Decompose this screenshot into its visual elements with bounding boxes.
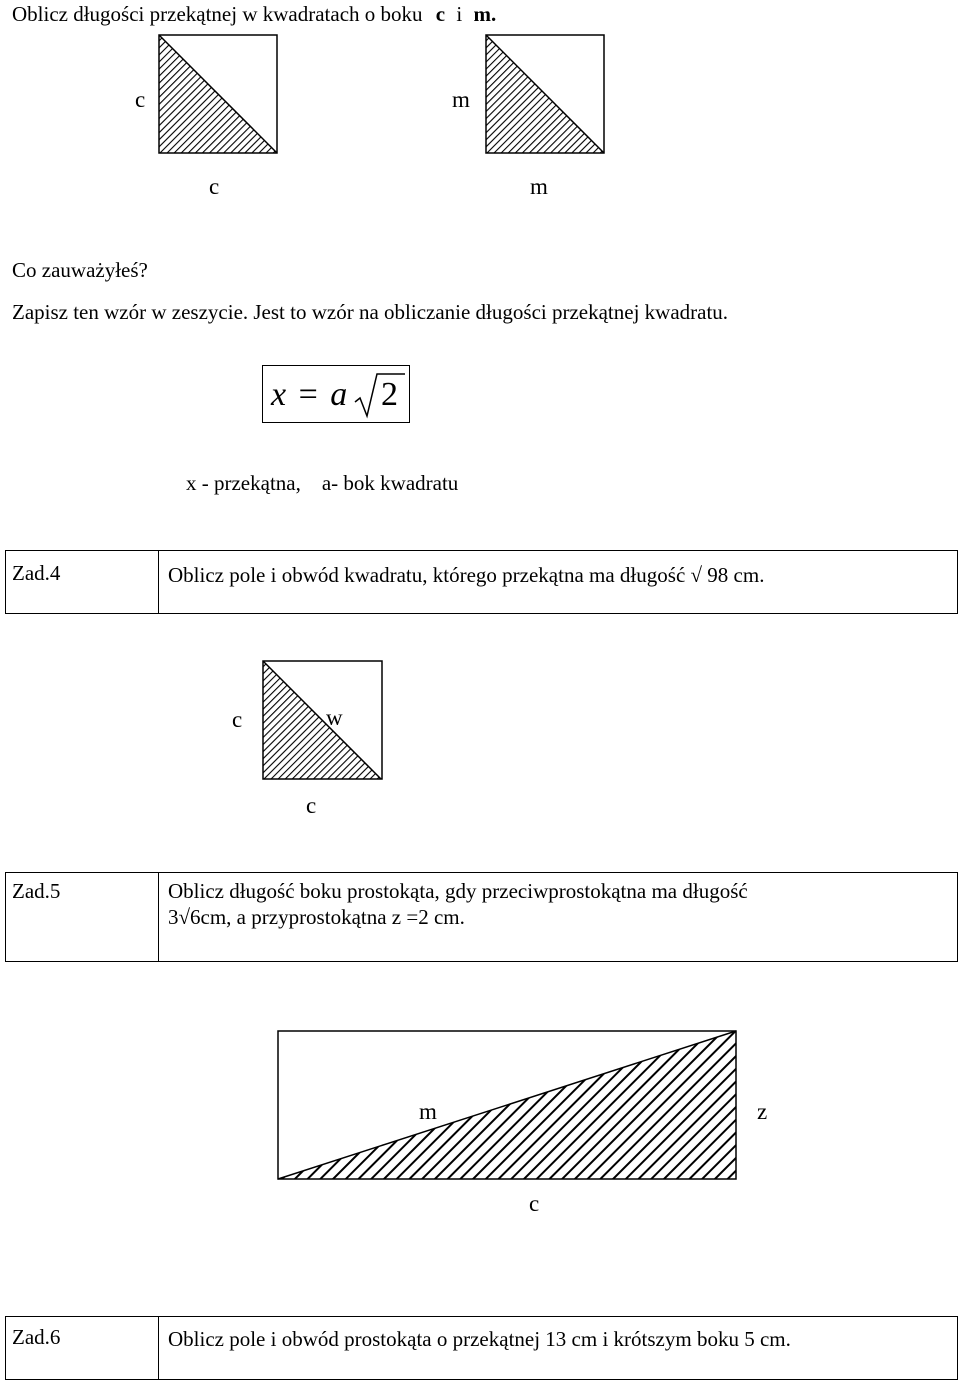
task-6-number-cell bbox=[6, 1317, 159, 1379]
square-m-side-label: m bbox=[452, 87, 470, 112]
task-5-number: Zad.5 bbox=[12, 879, 61, 903]
task-4-text: Oblicz pole i obwód kwadratu, którego przekątna ma długość √ 98 cm. bbox=[168, 563, 765, 587]
intro-and: i bbox=[456, 2, 463, 26]
task-5-text-line2: 3√6cm, a przyprostokątna z =2 cm. bbox=[168, 905, 465, 929]
square-w-diagonal-label: w bbox=[326, 705, 343, 730]
square-m-bottom-label: m bbox=[530, 174, 548, 199]
formula-radicand: 2 bbox=[381, 376, 398, 413]
task-6-number: Zad.6 bbox=[12, 1325, 61, 1349]
rectangle-diagonal-label: m bbox=[419, 1099, 437, 1124]
task-5-text-line1: Oblicz długość boku prostokąta, gdy przeciwprostokątna ma długość bbox=[168, 879, 748, 903]
task-6-row bbox=[5, 1316, 958, 1380]
rectangle-figure bbox=[277, 1030, 737, 1180]
task-6-text: Oblicz pole i obwód prostokąta o przekątnej 13 cm i krótszym boku 5 cm. bbox=[168, 1327, 791, 1351]
square-c-figure bbox=[158, 34, 278, 154]
intro-var-c: c bbox=[435, 2, 446, 26]
formula-eq: = bbox=[298, 376, 318, 413]
rectangle-side-label: z bbox=[757, 1099, 768, 1124]
formula-box bbox=[262, 365, 410, 423]
task-5-number-cell bbox=[6, 873, 159, 961]
square-c-side-label: c bbox=[135, 87, 146, 112]
task-4-number: Zad.4 bbox=[12, 561, 61, 585]
formula-a: a bbox=[330, 376, 348, 413]
formula-legend: x - przekątna, a- bok kwadratu bbox=[186, 471, 459, 495]
task-4-row bbox=[5, 550, 958, 614]
square-w-figure bbox=[262, 660, 383, 780]
intro-text: Oblicz długości przekątnej w kwadratach o boku bbox=[12, 2, 423, 26]
formula-lhs: x bbox=[271, 376, 287, 413]
square-m-figure bbox=[485, 34, 605, 154]
question: Co zauważyłeś? bbox=[12, 258, 148, 282]
task-5-row bbox=[5, 872, 958, 962]
intro-var-m: m. bbox=[473, 2, 497, 26]
square-w-bottom-label: c bbox=[306, 793, 317, 818]
intro-line bbox=[12, 4, 496, 25]
formula bbox=[271, 378, 347, 412]
instruction: Zapisz ten wzór w zeszycie. Jest to wzór na obliczanie długości przekątnej kwadratu. bbox=[12, 300, 729, 324]
task-4-number-cell bbox=[6, 551, 159, 613]
rectangle-bottom-label: c bbox=[529, 1191, 540, 1216]
square-w-side-label: c bbox=[232, 707, 243, 732]
square-c-bottom-label: c bbox=[209, 174, 220, 199]
